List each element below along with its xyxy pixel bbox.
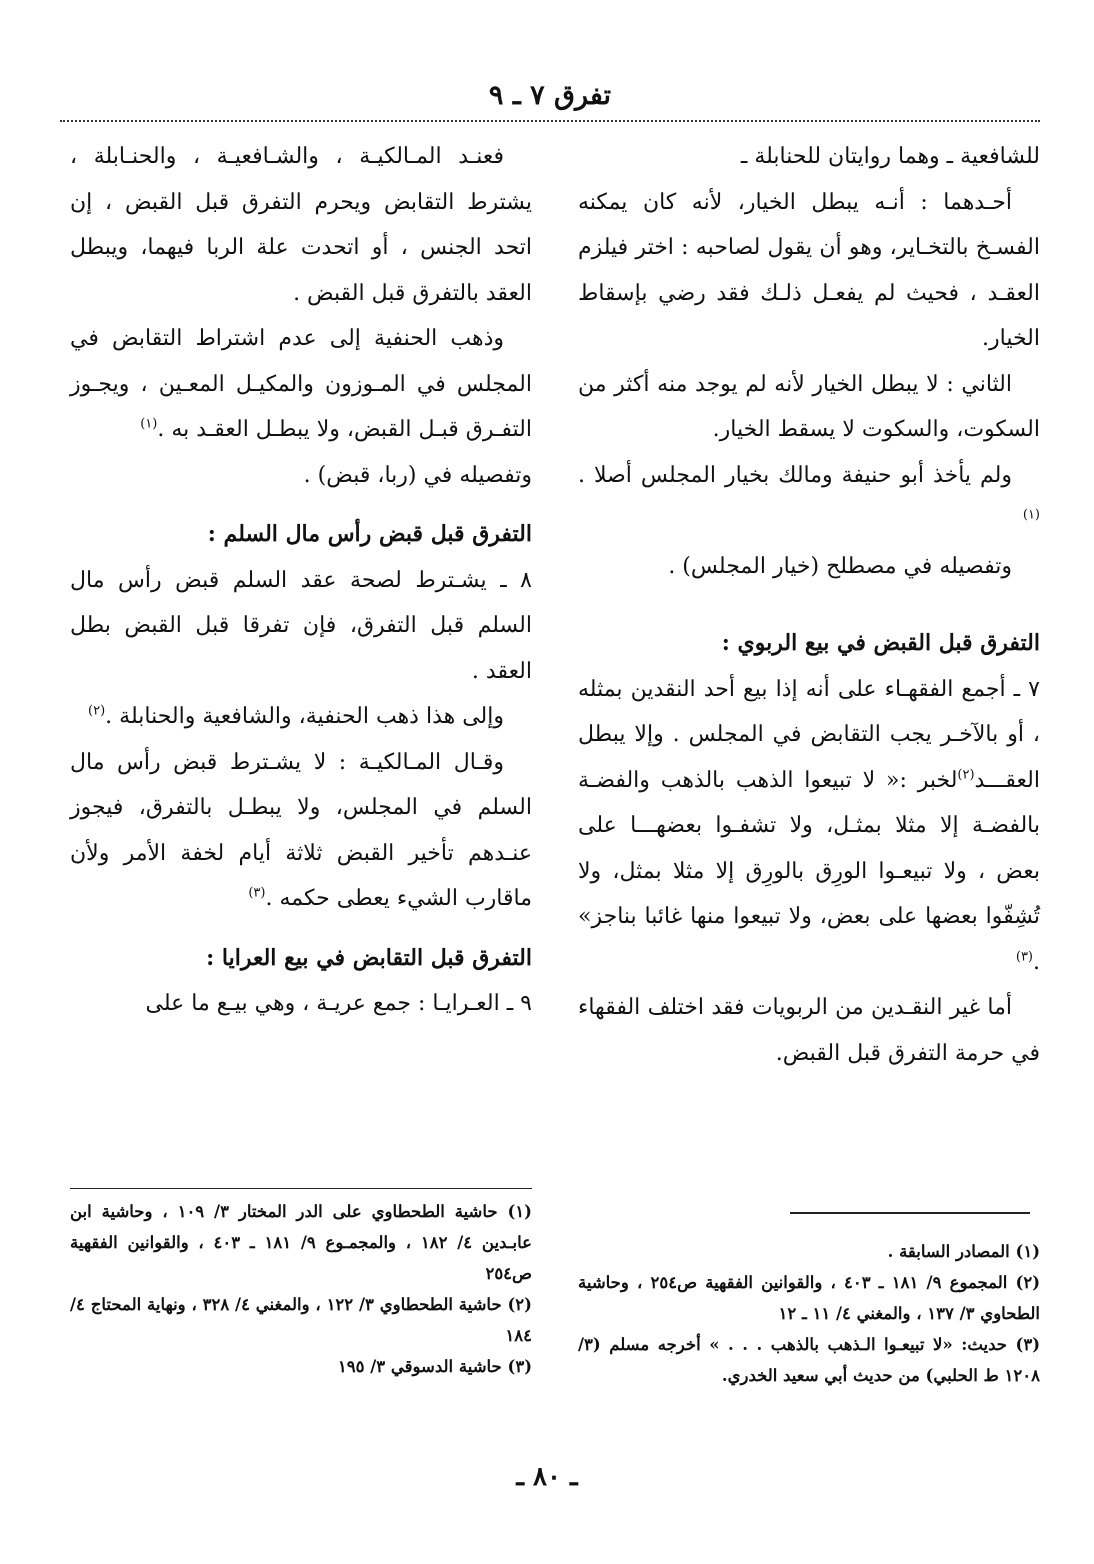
- left-column: [70, 134, 532, 1027]
- footnote-ref: (٢): [88, 703, 106, 719]
- footnote: (١) حاشية الطحطاوي على الدر المختار ٣/ ١٠٩ ، وحاشية ابن عابـدين ٤/ ١٨٢ ، والمجمـوع ٩/ ١٨١ ـ ٤٠٣ ، والقوانين الفقهية ص٢٥٤: [70, 1202, 532, 1283]
- paragraph: وتفصيله في مصطلح (خيار المجلس) .: [668, 553, 1012, 579]
- paragraph: وتفصيله في (ربا، قبض) .: [303, 462, 532, 488]
- spacer: [70, 498, 532, 512]
- footnote: (٢) حاشية الطحطاوي ٣/ ١٢٢ ، والمغني ٤/ ٣٢٨ ، ونهاية المحتاج ٤/ ١٨٤: [70, 1295, 532, 1345]
- page-number: ـ ٨٠ ـ: [516, 1462, 578, 1492]
- right-column: [578, 134, 1040, 1076]
- footnote-ref: (١): [140, 416, 158, 432]
- paragraph: للشافعية ـ وهما روايتان للحنابلة ـ: [740, 144, 1040, 169]
- paragraph: [70, 740, 532, 922]
- section-heading: التفرق قبل قبض رأس مال السلم :: [207, 521, 532, 547]
- paragraph-text: وذهب الحنفية إلى عدم اشتراط التقابض في المجلس في المـوزون والمكيـل المعـين ، ويجـوز التفـرق قبـل القبض، ولا يبطـل العقـد به .: [70, 326, 532, 442]
- section-heading: التفرق قبل التقابض في بيع العرايا :: [206, 944, 532, 971]
- paragraph: أحـدهما : أنـه يبطل الخيار، لأنه كان يمكنه الفسـخ بالتخـاير، وهو أن يقول لصاحبه : اختر فيلزم العقـد ، فحيث لم يفعـل ذلـك فقد رضي بإسقاط الخيار.: [578, 189, 1040, 351]
- spacer: [578, 589, 1040, 621]
- paragraph: [578, 667, 1040, 986]
- paragraph: أما غير النقـدين من الربويات فقد اختلف الفقهاء في حرمة التفرق قبل القبض.: [578, 995, 1040, 1066]
- footnote: (١) المصادر السابقة .: [887, 1242, 1040, 1261]
- footnote: (٣) حاشية الدسوقي ٣/ ١٩٥: [337, 1357, 532, 1376]
- footnote-rule: [70, 1188, 532, 1189]
- paragraph: [70, 694, 532, 740]
- paragraph-text: وإلى هذا ذهب الحنفية، والشافعية والحنابلة .: [105, 704, 504, 729]
- footnote-ref: (٣): [1015, 949, 1033, 965]
- section-heading: التفرق قبل القبض في بيع الربوي :: [721, 630, 1040, 656]
- right-footnotes: [578, 1236, 1040, 1391]
- footnote-ref: (٣): [248, 885, 266, 901]
- footnote-rule: [790, 1212, 1030, 1214]
- footnote-ref: (٢): [957, 767, 975, 783]
- running-header: تفرق ٧ ـ ٩: [488, 80, 612, 111]
- paragraph: [70, 316, 532, 453]
- paragraph: ٨ ـ يشـترط لصحة عقد السلم قبض رأس مال السلم قبل التفرق، فإن تفرقا قبل القبض بطل العقد .: [70, 567, 532, 684]
- paragraph-text: وقـال المـالكيـة : لا يشـترط قبض رأس مال السلم في المجلس، ولا يبطـل بالتفرق، فيجوز عنـدهم تأخير القبض ثلاثة أيام لخفة الأمر ولأن ماقارب الشيء يعطى حكمه .: [70, 749, 532, 911]
- footnote: (٢) المجموع ٩/ ١٨١ ـ ٤٠٣ ، والقوانين الفقهية ص٢٥٤ ، وحاشية الطحاوي ٣/ ١٣٧ ، والمغني ٤/ ١١ ـ ١٢: [578, 1273, 1040, 1323]
- paragraph: الثاني : لا يبطل الخيار لأنه لم يوجد منه أكثر من السكوت، والسكوت لا يسقط الخيار.: [578, 371, 1040, 442]
- paragraph: ٩ ـ العـرايـا : جمع عريـة ، وهي بيـع ما على: [145, 991, 532, 1016]
- left-footnotes: [70, 1196, 532, 1382]
- paragraph-text: ٧ ـ أجمع الفقهـاء على أنه إذا بيع أحد النقدين بمثله ، أو بالآخـر يجب التقابض في المجلس . وإلا يبطل العقـــد: [578, 676, 1040, 793]
- spacer: [70, 922, 532, 936]
- header-dotted-rule: [60, 120, 1040, 122]
- footnote-ref: (١): [1022, 507, 1040, 523]
- paragraph-text: لخبر :« لا تبيعوا الذهب بالذهب والفضـة بالفضـة إلا مثلا بمثـل، ولا تشفـوا بعضهـــا على بعض ، ولا تبيعـوا الورِق بالورِق إلا مثلا بمثل، ولا تُشِفّوا بعضها على بعض، ولا تبيعوا منها غائبا بناجز» .: [578, 767, 1040, 975]
- paragraph: [578, 453, 1040, 544]
- footnote: (٣) حديث: «لا تبيعـوا الـذهب بالذهب . . . » أخرجه مسلم (٣/ ١٢٠٨ ط الحلبي) من حديث أبي سعيد الخدري.: [578, 1335, 1040, 1385]
- paragraph: فعنـد المـالكيـة ، والشـافعيـة ، والحنـابلة ، يشترط التقابض ويحرم التفرق قبل القبض ، إن اتحد الجنس ، أو اتحدت علة الربا فيهما، ويبطل العقد بالتفرق قبل القبض .: [70, 144, 532, 306]
- paragraph-text: ولم يأخذ أبو حنيفة ومالك بخيار المجلس أصلا .: [578, 462, 1012, 488]
